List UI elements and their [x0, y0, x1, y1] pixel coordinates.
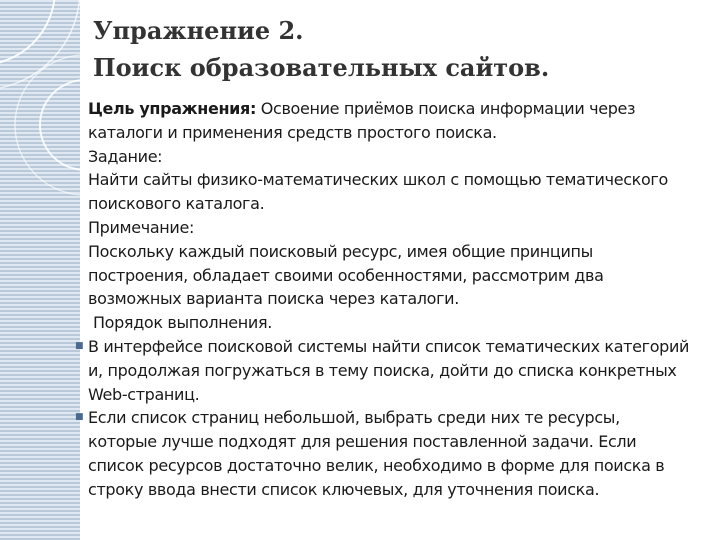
decorative-side-band [0, 0, 80, 540]
note-line: построения, обладает своими особенностями, рассмотрим два [88, 265, 604, 285]
list-item-line: Web-страниц. [88, 384, 200, 404]
list-item [75, 335, 716, 406]
list-item-line: В интерфейсе поисковой системы найти список тематических категорий [88, 336, 690, 356]
square-bullet-icon: ■ [75, 340, 84, 351]
procedure-label: Порядок выполнения. [93, 313, 272, 333]
square-bullet-icon: ■ [75, 412, 84, 423]
page-title [93, 12, 693, 86]
title-line-2: Поиск образовательных сайтов. [93, 53, 550, 82]
list-item-line: которые лучше подходят для решения поставленной задачи. Если [88, 432, 637, 452]
title-line-1: Упражнение 2. [93, 16, 304, 45]
goal-line-1 [88, 97, 716, 121]
note-line: Поскольку каждый поисковый ресурс, имея общие принципы [88, 241, 593, 261]
list-item-line: и, продолжая погружаться в тему поиска, дойти до списка конкретных [88, 360, 677, 380]
task-line: Найти сайты физико-математических школ с помощью тематического [88, 170, 668, 190]
list-item-line: Если список страниц небольшой, выбрать среди них те ресурсы, [88, 408, 620, 428]
list-item-line: список ресурсов достаточно велик, необходимо в форме для поиска в [88, 455, 665, 475]
list-item-line: строку ввода внести список ключевых, для уточнения поиска. [88, 479, 600, 499]
goal-label: Цель упражнения: [88, 99, 257, 118]
decorative-arcs-icon [0, 0, 80, 540]
goal-text-2: каталоги и применения средств простого поиска. [88, 122, 497, 142]
note-line: возможных варианта поиска через каталоги. [88, 289, 459, 309]
note-label: Примечание: [88, 217, 195, 237]
list-item [75, 406, 716, 501]
task-line: поискового каталога. [88, 194, 265, 214]
task-label: Задание: [88, 146, 163, 166]
goal-text-1: Освоение приёмов поиска информации через [256, 99, 636, 118]
slide-body [75, 97, 716, 502]
